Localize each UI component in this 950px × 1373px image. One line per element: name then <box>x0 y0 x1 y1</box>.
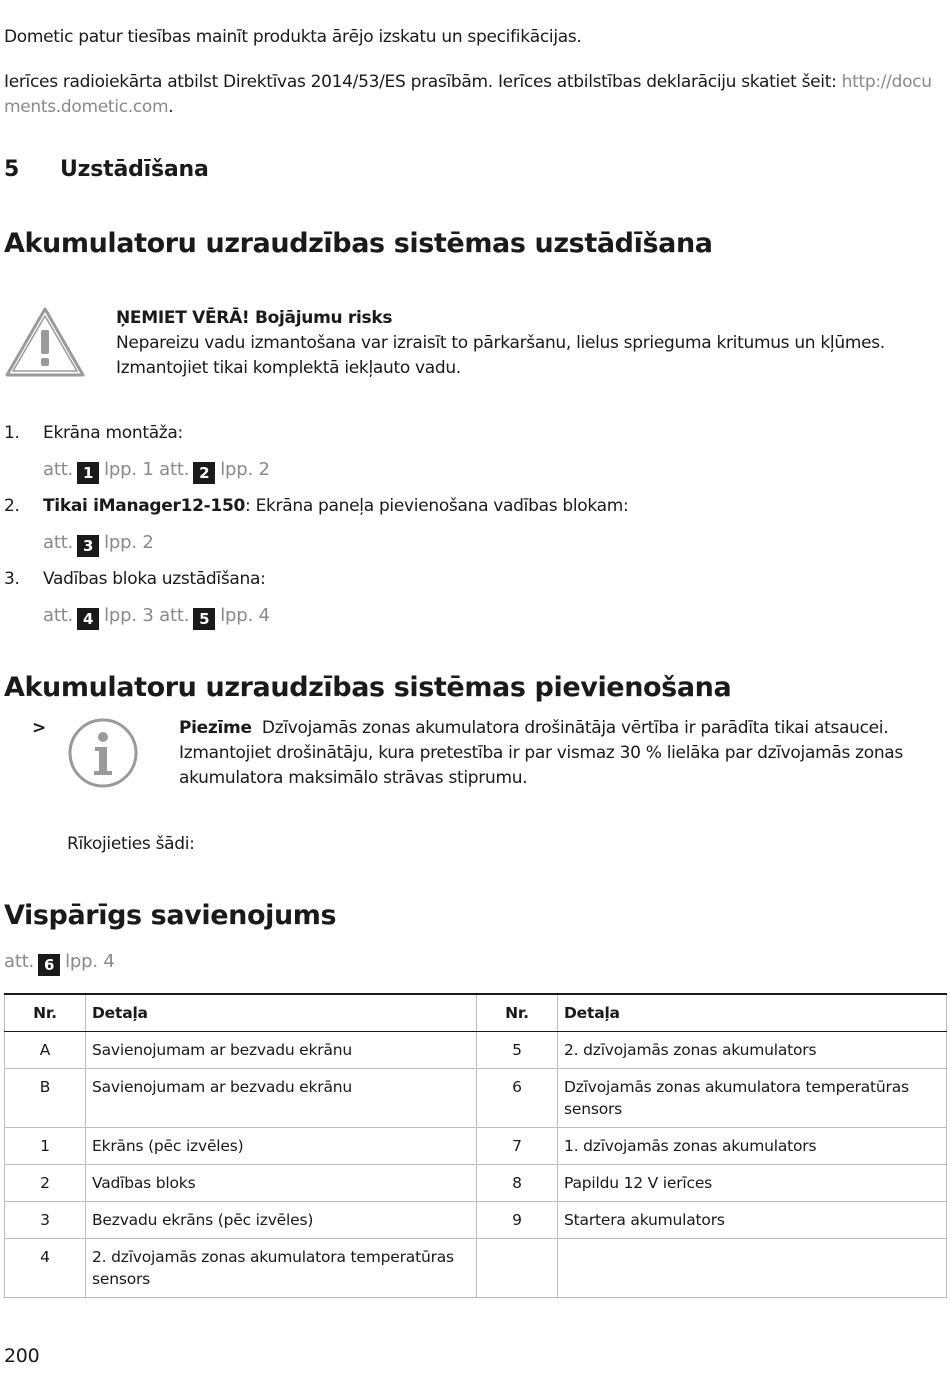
figure-ref-att: att. <box>159 459 190 480</box>
table-cell: 4 <box>5 1239 86 1298</box>
table-cell: 9 <box>477 1202 558 1239</box>
table-cell: 5 <box>477 1032 558 1069</box>
figure-ref-page: lpp. 1 <box>104 459 154 480</box>
table-cell <box>558 1239 947 1298</box>
install-heading: Akumulatoru uzraudzības sistēmas uzstādīšana <box>4 228 713 259</box>
section-number: 5 <box>4 157 20 182</box>
table-cell: B <box>5 1069 86 1128</box>
table-cell: Vadības bloks <box>86 1165 477 1202</box>
intro-paragraph-1: Dometic patur tiesības mainīt produkta ārējo izskatu un specifikācijas. <box>4 27 582 47</box>
table-cell: 1 <box>5 1128 86 1165</box>
figure-ref-att: att. <box>43 459 74 480</box>
table-row <box>5 1239 947 1298</box>
figure-ref-page: lpp. 4 <box>65 951 115 972</box>
table-cell: 2. dzīvojamās zonas akumulatora temperatūras sensors <box>86 1239 477 1298</box>
step-1-number: 1. <box>4 423 20 443</box>
step-3-text: Vadības bloka uzstādīšana: <box>43 569 266 589</box>
warning-title: ŅEMIET VĒRĀ! Bojājumu risks <box>116 308 393 328</box>
step-3-number: 3. <box>4 569 20 589</box>
figure-ref-page: lpp. 2 <box>220 459 270 480</box>
table-cell: Papildu 12 V ierīces <box>558 1165 947 1202</box>
intro-paragraph-2-text: Ierīces radioiekārta atbilst Direktīvas 2014/53/ES prasībām. Ierīces atbilstības deklarāciju skatiet šeit: <box>4 72 842 92</box>
note-body: Dzīvojamās zonas akumulatora drošinātāja vērtība ir parādīta tikai atsaucei. Izmantojiet drošinātāju, kura pretestība ir par vismaz 30 % lielāka par dzīvojamās zonas akumulatora maksimālo strāvas stiprumu. <box>179 718 903 788</box>
step-2-figure-refs <box>43 532 154 557</box>
header-nr: Nr. <box>5 994 86 1032</box>
general-figure-ref <box>4 951 115 976</box>
table-cell: 6 <box>477 1069 558 1128</box>
warning-icon <box>4 306 86 378</box>
table-cell: Bezvadu ekrāns (pēc izvēles) <box>86 1202 477 1239</box>
step-2-text <box>43 494 628 519</box>
step-2-number: 2. <box>4 496 20 516</box>
figure-5-badge[interactable]: 5 <box>193 608 215 630</box>
table-header-row <box>5 994 947 1032</box>
table-row <box>5 1165 947 1202</box>
table-row <box>5 1202 947 1239</box>
step-2-description: : Ekrāna paneļa pievienošana vadības blokam: <box>245 496 629 516</box>
figure-3-badge[interactable]: 3 <box>77 535 99 557</box>
table-cell: Ekrāns (pēc izvēles) <box>86 1128 477 1165</box>
table-cell: Savienojumam ar bezvadu ekrānu <box>86 1032 477 1069</box>
warning-body: Nepareizu vadu izmantošana var izraisīt to pārkaršanu, lielus sprieguma kritumus un kļūmes. Izmantojiet tikai komplektā iekļauto vadu. <box>116 333 885 378</box>
section-title: Uzstādīšana <box>60 157 209 182</box>
step-1-text: Ekrāna montāža: <box>43 423 183 443</box>
header-detail: Detaļa <box>86 994 477 1032</box>
intro-paragraph-2-end: . <box>168 97 174 117</box>
parts-table <box>4 993 947 1298</box>
figure-ref-page: lpp. 4 <box>220 605 270 626</box>
table-cell <box>477 1239 558 1298</box>
table-cell: 7 <box>477 1128 558 1165</box>
figure-ref-att: att. <box>159 605 190 626</box>
figure-ref-page: lpp. 3 <box>104 605 154 626</box>
table-row <box>5 1128 947 1165</box>
table-cell: 2 <box>5 1165 86 1202</box>
figure-2-badge[interactable]: 2 <box>193 462 215 484</box>
page-number: 200 <box>4 1345 40 1367</box>
table-cell: 3 <box>5 1202 86 1239</box>
figure-ref-att: att. <box>43 532 74 553</box>
figure-6-badge[interactable]: 6 <box>38 954 60 976</box>
general-heading: Vispārīgs savienojums <box>4 900 337 931</box>
table-cell: Savienojumam ar bezvadu ekrānu <box>86 1069 477 1128</box>
table-cell: 8 <box>477 1165 558 1202</box>
table-cell: 2. dzīvojamās zonas akumulators <box>558 1032 947 1069</box>
header-nr: Nr. <box>477 994 558 1032</box>
table-row <box>5 1032 947 1069</box>
figure-1-badge[interactable]: 1 <box>77 462 99 484</box>
note-title: Piezīme <box>179 718 252 738</box>
step-2-model: Tikai iManager12-150 <box>43 496 246 516</box>
figure-4-badge[interactable]: 4 <box>77 608 99 630</box>
table-cell: Dzīvojamās zonas akumulatora temperatūras sensors <box>558 1069 947 1128</box>
intro-paragraph-2 <box>4 70 944 120</box>
proceed-text: Rīkojieties šādi: <box>67 834 195 854</box>
table-cell: A <box>5 1032 86 1069</box>
connect-heading: Akumulatoru uzraudzības sistēmas pievienošana <box>4 672 732 703</box>
table-cell: Startera akumulators <box>558 1202 947 1239</box>
header-detail: Detaļa <box>558 994 947 1032</box>
table-cell: 1. dzīvojamās zonas akumulators <box>558 1128 947 1165</box>
figure-ref-att: att. <box>43 605 74 626</box>
step-1-figure-refs <box>43 459 270 484</box>
step-3-figure-refs <box>43 605 270 630</box>
figure-ref-att: att. <box>4 951 35 972</box>
info-icon <box>67 717 139 789</box>
documents-link[interactable]: http://documents.dometic.com <box>4 72 932 117</box>
figure-ref-page: lpp. 2 <box>104 532 154 553</box>
note-bullet: > <box>32 718 46 738</box>
table-row <box>5 1069 947 1128</box>
note-text <box>179 716 945 791</box>
